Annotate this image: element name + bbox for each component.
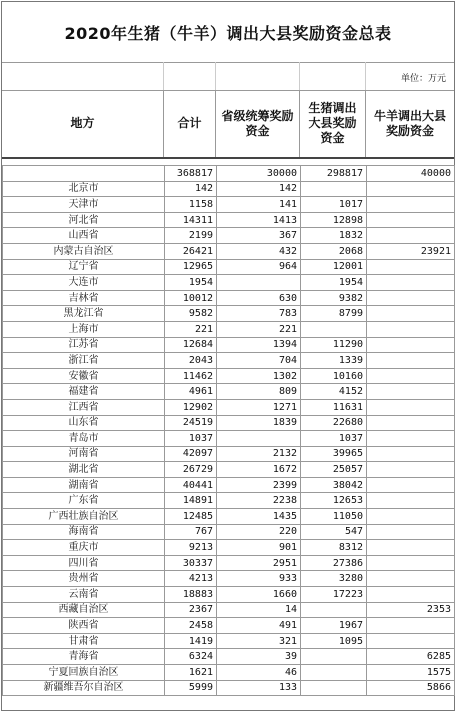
table-row <box>3 259 455 275</box>
region-cell: 上海市 <box>3 321 165 337</box>
cattle-sheep-cell: 1575 <box>367 665 455 681</box>
cattle-sheep-cell: 6285 <box>367 649 455 665</box>
cattle-sheep-cell <box>367 337 455 353</box>
total-cell: 26421 <box>165 243 217 259</box>
table-row <box>3 290 455 306</box>
provincial-cell: 221 <box>217 321 301 337</box>
table-row <box>3 446 455 462</box>
total-cell: 2199 <box>165 228 217 244</box>
table-row <box>3 633 455 649</box>
region-cell: 江苏省 <box>3 337 165 353</box>
total-cell: 40441 <box>165 477 217 493</box>
provincial-cell: 39 <box>217 649 301 665</box>
header-region: 地方 <box>2 90 164 157</box>
total-cell: 2367 <box>165 602 217 618</box>
total-cell: 1158 <box>165 197 217 213</box>
region-cell: 贵州省 <box>3 571 165 587</box>
region-cell: 山西省 <box>3 228 165 244</box>
pig-cell: 2068 <box>301 243 367 259</box>
pig-cell: 1037 <box>301 431 367 447</box>
table-row <box>3 665 455 681</box>
total-cell: 221 <box>165 321 217 337</box>
table-row <box>3 540 455 556</box>
region-cell: 湖南省 <box>3 477 165 493</box>
cattle-sheep-cell <box>367 212 455 228</box>
table-title: 2020年生猪（牛羊）调出大县奖励资金总表 <box>2 2 454 63</box>
pig-cell: 1095 <box>301 633 367 649</box>
table-row <box>3 602 455 618</box>
pig-cell: 12898 <box>301 212 367 228</box>
region-cell: 吉林省 <box>3 290 165 306</box>
cattle-sheep-cell: 5866 <box>367 680 455 696</box>
total-cell: 12902 <box>165 399 217 415</box>
cattle-sheep-cell <box>367 618 455 634</box>
pig-cell <box>301 680 367 696</box>
total-cell: 26729 <box>165 462 217 478</box>
total-cell: 2043 <box>165 353 217 369</box>
region-cell: 湖北省 <box>3 462 165 478</box>
pig-cell: 298817 <box>301 166 367 182</box>
region-cell: 浙江省 <box>3 353 165 369</box>
cattle-sheep-cell <box>367 540 455 556</box>
total-cell: 368817 <box>165 166 217 182</box>
table-row <box>3 680 455 696</box>
provincial-cell: 491 <box>217 618 301 634</box>
pig-cell: 17223 <box>301 587 367 603</box>
pig-cell: 9382 <box>301 290 367 306</box>
table-row <box>3 649 455 665</box>
region-cell: 广东省 <box>3 493 165 509</box>
provincial-cell: 220 <box>217 524 301 540</box>
cattle-sheep-cell <box>367 384 455 400</box>
provincial-cell: 1672 <box>217 462 301 478</box>
table-row <box>3 368 455 384</box>
region-cell: 青岛市 <box>3 431 165 447</box>
cattle-sheep-cell <box>367 321 455 337</box>
table-row <box>3 275 455 291</box>
pig-cell: 1832 <box>301 228 367 244</box>
region-cell: 北京市 <box>3 181 165 197</box>
total-cell: 42097 <box>165 446 217 462</box>
region-cell: 江西省 <box>3 399 165 415</box>
table-row <box>3 571 455 587</box>
header-cattle-sheep: 牛羊调出大县奖励资金 <box>373 108 446 138</box>
cattle-sheep-cell <box>367 415 455 431</box>
pig-cell: 547 <box>301 524 367 540</box>
pig-cell: 1339 <box>301 353 367 369</box>
region-cell: 新疆维吾尔自治区 <box>3 680 165 696</box>
cattle-sheep-cell: 23921 <box>367 243 455 259</box>
provincial-cell: 321 <box>217 633 301 649</box>
provincial-cell <box>217 431 301 447</box>
region-cell: 重庆市 <box>3 540 165 556</box>
region-cell: 河北省 <box>3 212 165 228</box>
provincial-cell: 142 <box>217 181 301 197</box>
table-row <box>3 462 455 478</box>
table-row <box>3 555 455 571</box>
pig-cell: 1954 <box>301 275 367 291</box>
total-cell: 4213 <box>165 571 217 587</box>
table-row <box>3 587 455 603</box>
cattle-sheep-cell: 40000 <box>367 166 455 182</box>
total-cell: 24519 <box>165 415 217 431</box>
table-row <box>3 431 455 447</box>
header-row <box>2 90 454 159</box>
total-cell: 9213 <box>165 540 217 556</box>
region-cell <box>3 166 165 182</box>
cattle-sheep-cell <box>367 306 455 322</box>
provincial-cell: 2238 <box>217 493 301 509</box>
total-cell: 1419 <box>165 633 217 649</box>
cattle-sheep-cell <box>367 555 455 571</box>
table-row <box>3 353 455 369</box>
region-cell: 四川省 <box>3 555 165 571</box>
table-row <box>3 166 455 182</box>
provincial-cell: 14 <box>217 602 301 618</box>
pig-cell: 11050 <box>301 509 367 525</box>
provincial-cell: 2132 <box>217 446 301 462</box>
cattle-sheep-cell <box>367 571 455 587</box>
table-row <box>3 212 455 228</box>
pig-cell: 11631 <box>301 399 367 415</box>
total-cell: 12684 <box>165 337 217 353</box>
provincial-cell: 1394 <box>217 337 301 353</box>
pig-cell <box>301 665 367 681</box>
pig-cell: 3280 <box>301 571 367 587</box>
cattle-sheep-cell <box>367 633 455 649</box>
unit-label: 单位：万元 <box>400 74 446 84</box>
region-cell: 云南省 <box>3 587 165 603</box>
cattle-sheep-cell <box>367 181 455 197</box>
total-cell: 14311 <box>165 212 217 228</box>
total-cell: 142 <box>165 181 217 197</box>
cattle-sheep-cell <box>367 446 455 462</box>
cattle-sheep-cell <box>367 587 455 603</box>
total-cell: 1037 <box>165 431 217 447</box>
cattle-sheep-cell <box>367 493 455 509</box>
table-row <box>3 321 455 337</box>
total-cell: 14891 <box>165 493 217 509</box>
table-row <box>3 197 455 213</box>
provincial-cell: 783 <box>217 306 301 322</box>
pig-cell: 12001 <box>301 259 367 275</box>
cattle-sheep-cell: 2353 <box>367 602 455 618</box>
pig-cell: 27386 <box>301 555 367 571</box>
region-cell: 西藏自治区 <box>3 602 165 618</box>
total-cell: 1621 <box>165 665 217 681</box>
region-cell: 宁夏回族自治区 <box>3 665 165 681</box>
cattle-sheep-cell <box>367 368 455 384</box>
table-row <box>3 618 455 634</box>
provincial-cell: 1302 <box>217 368 301 384</box>
pig-cell: 39965 <box>301 446 367 462</box>
cattle-sheep-cell <box>367 524 455 540</box>
cattle-sheep-cell <box>367 259 455 275</box>
region-cell: 安徽省 <box>3 368 165 384</box>
table-row <box>3 415 455 431</box>
pig-cell: 38042 <box>301 477 367 493</box>
table-row <box>3 337 455 353</box>
table-row <box>3 181 455 197</box>
pig-cell: 1017 <box>301 197 367 213</box>
provincial-cell: 2399 <box>217 477 301 493</box>
table-row <box>3 493 455 509</box>
provincial-cell: 809 <box>217 384 301 400</box>
table-row <box>3 509 455 525</box>
pig-cell: 1967 <box>301 618 367 634</box>
spreadsheet <box>1 1 455 711</box>
unit-row <box>2 62 454 91</box>
cattle-sheep-cell <box>367 509 455 525</box>
cattle-sheep-cell <box>367 228 455 244</box>
provincial-cell: 133 <box>217 680 301 696</box>
total-cell: 1954 <box>165 275 217 291</box>
table-row <box>3 228 455 244</box>
cattle-sheep-cell <box>367 197 455 213</box>
table-row <box>3 306 455 322</box>
region-cell: 山东省 <box>3 415 165 431</box>
table-row <box>3 399 455 415</box>
cattle-sheep-cell <box>367 290 455 306</box>
region-cell: 辽宁省 <box>3 259 165 275</box>
region-cell: 河南省 <box>3 446 165 462</box>
region-cell: 广西壮族自治区 <box>3 509 165 525</box>
cattle-sheep-cell <box>367 462 455 478</box>
cattle-sheep-cell <box>367 275 455 291</box>
table-row <box>3 243 455 259</box>
cattle-sheep-cell <box>367 353 455 369</box>
data-table <box>2 165 455 696</box>
region-cell: 青海省 <box>3 649 165 665</box>
header-total: 合计 <box>164 90 216 157</box>
region-cell: 陕西省 <box>3 618 165 634</box>
pig-cell: 10160 <box>301 368 367 384</box>
pig-cell <box>301 321 367 337</box>
provincial-cell: 1660 <box>217 587 301 603</box>
pig-cell: 4152 <box>301 384 367 400</box>
pig-cell <box>301 181 367 197</box>
table-row <box>3 524 455 540</box>
provincial-cell: 2951 <box>217 555 301 571</box>
provincial-cell <box>217 275 301 291</box>
cattle-sheep-cell <box>367 477 455 493</box>
total-cell: 12485 <box>165 509 217 525</box>
total-cell: 767 <box>165 524 217 540</box>
provincial-cell: 1413 <box>217 212 301 228</box>
provincial-cell: 933 <box>217 571 301 587</box>
provincial-cell: 30000 <box>217 166 301 182</box>
total-cell: 11462 <box>165 368 217 384</box>
provincial-cell: 1839 <box>217 415 301 431</box>
cattle-sheep-cell <box>367 399 455 415</box>
total-cell: 12965 <box>165 259 217 275</box>
table-row <box>3 384 455 400</box>
provincial-cell: 432 <box>217 243 301 259</box>
header-pig: 生猪调出大县奖励资金 <box>300 90 366 157</box>
provincial-cell: 367 <box>217 228 301 244</box>
pig-cell <box>301 649 367 665</box>
pig-cell: 8312 <box>301 540 367 556</box>
pig-cell: 8799 <box>301 306 367 322</box>
provincial-cell: 1271 <box>217 399 301 415</box>
region-cell: 黑龙江省 <box>3 306 165 322</box>
provincial-cell: 901 <box>217 540 301 556</box>
region-cell: 福建省 <box>3 384 165 400</box>
pig-cell: 22680 <box>301 415 367 431</box>
region-cell: 海南省 <box>3 524 165 540</box>
provincial-cell: 704 <box>217 353 301 369</box>
total-cell: 18883 <box>165 587 217 603</box>
region-cell: 内蒙古自治区 <box>3 243 165 259</box>
spacer-row <box>2 157 454 165</box>
provincial-cell: 964 <box>217 259 301 275</box>
pig-cell: 11290 <box>301 337 367 353</box>
total-cell: 2458 <box>165 618 217 634</box>
cattle-sheep-cell <box>367 431 455 447</box>
region-cell: 甘肃省 <box>3 633 165 649</box>
provincial-cell: 630 <box>217 290 301 306</box>
header-provincial: 省级统筹奖励资金 <box>216 90 300 157</box>
pig-cell: 25057 <box>301 462 367 478</box>
region-cell: 天津市 <box>3 197 165 213</box>
total-cell: 30337 <box>165 555 217 571</box>
total-cell: 6324 <box>165 649 217 665</box>
region-cell: 大连市 <box>3 275 165 291</box>
provincial-cell: 141 <box>217 197 301 213</box>
pig-cell: 12653 <box>301 493 367 509</box>
pig-cell <box>301 602 367 618</box>
provincial-cell: 46 <box>217 665 301 681</box>
provincial-cell: 1435 <box>217 509 301 525</box>
total-cell: 4961 <box>165 384 217 400</box>
total-cell: 9582 <box>165 306 217 322</box>
total-cell: 10012 <box>165 290 217 306</box>
table-row <box>3 477 455 493</box>
total-cell: 5999 <box>165 680 217 696</box>
